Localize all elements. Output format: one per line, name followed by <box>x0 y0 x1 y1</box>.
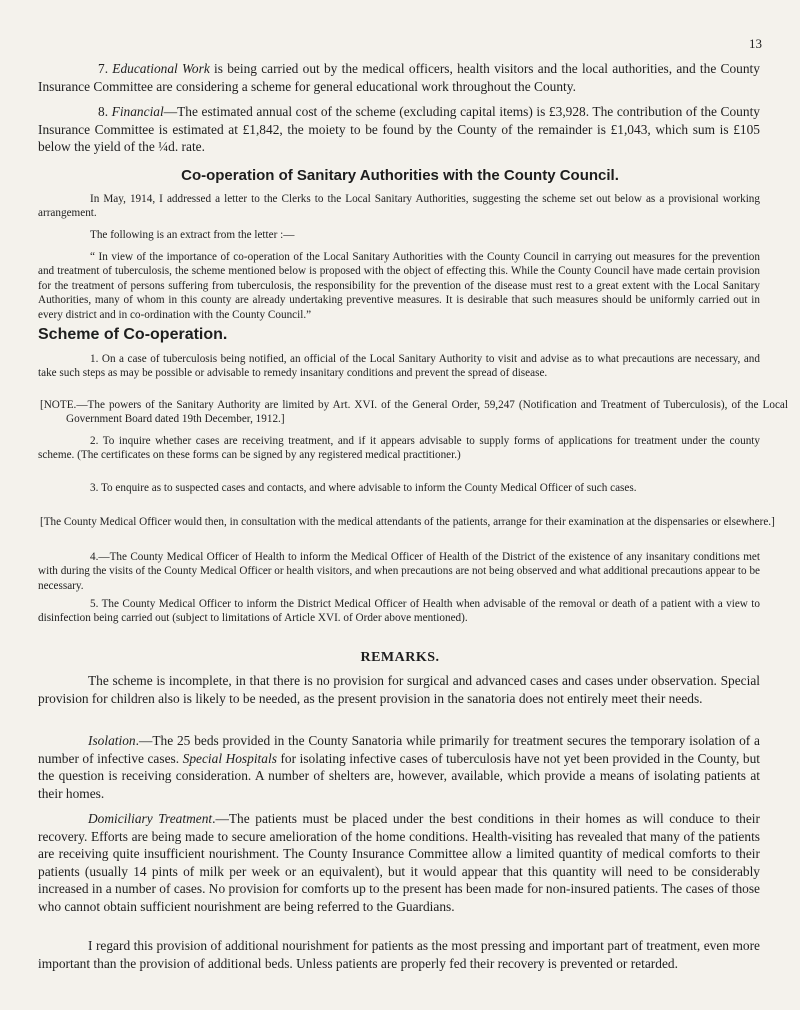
extract-intro: The following is an extract from the letter :— <box>90 229 295 241</box>
remarks-heading: REMARKS. <box>360 650 440 665</box>
paragraph-educational-work <box>38 60 760 95</box>
domiciliary-text: .—The patients must be placed under the best conditions in their homes as will conduce to their recovery. Efforts are being made to secure amelioration of the home conditions. Health-visiting has revealed that many of the patients are receiving quite insufficient nourishment. The County Insurance Committee allow a limited quantity of medical comforts to their patients (usually 14 pints of milk per week or an equivalent), but it would appear that this quantity will need to be considerably increased in a number of cases. No provision for comforts up to the present has been made for non-insured patients. The cases of those who cannot obtain sufficient nourishment are being referred to the Guardians. <box>38 811 760 914</box>
cooperation-heading: Co-operation of Sanitary Authorities with the County Council. <box>181 167 619 184</box>
scheme-item-2: 2. To inquire whether cases are receiving treatment, and if it appears advisable to supply forms of applications for treatment under the county scheme. (The certificates on these forms can be signed by any registered medical practitioner.) <box>38 435 760 462</box>
isolation-title: Isolation <box>88 733 136 748</box>
scheme-note-3: [The County Medical Officer would then, in consultation with the medical attendants of the patients, arrange for their examination at the dispensaries or elsewhere.] <box>40 516 775 528</box>
cooperation-intro: In May, 1914, I addressed a letter to the Clerks to the Local Sanitary Authorities, suggesting the scheme set out below as a provisional working arrangement. <box>38 193 760 220</box>
remarks-isolation <box>38 732 760 802</box>
scheme-item-1: 1. On a case of tuberculosis being notified, an official of the Local Sanitary Authority to visit and advise as to what precautions are necessary, and take such steps as may be possible or advisable to remedy insanitary conditions and prevent the spread of disease. <box>38 353 760 380</box>
para8-title: Financial <box>111 104 164 119</box>
para7-title: Educational Work <box>112 61 210 76</box>
para8-text: —The estimated annual cost of the scheme (excluding capital items) is £3,928. The contribution of the County Insurance Committee is estimated at £1,842, the moiety to be found by the County of the remainder is £1,043, which sum is £105 below the yield of the ¼d. rate. <box>38 104 760 155</box>
remarks-paragraph-1: The scheme is incomplete, in that there is no provision for surgical and advanced cases and cases under observation. Special provision for children also is likely to be needed, as the present provision in the sanatoria does not entirely meet their needs. <box>38 673 760 706</box>
scheme-item-3: 3. To enquire as to suspected cases and contacts, and where advisable to inform the County Medical Officer of such cases. <box>90 482 637 494</box>
remarks-paragraph-4: I regard this provision of additional nourishment for patients as the most pressing and important part of treatment, even more important than the provision of additional beds. Unless patients are properly fed their recovery is prevented or retarded. <box>38 938 760 971</box>
scheme-item-4: 4.—The County Medical Officer of Health to inform the Medical Officer of Health of the District of the existence of any insanitary conditions met with during the visits of the County Medical Officer or health visitors, and when precautions are not being observed and what additional precautions appear to be necessary. <box>38 551 760 592</box>
remarks-domiciliary <box>38 810 760 916</box>
scheme-heading: Scheme of Co-operation. <box>38 326 228 343</box>
para8-number: 8. <box>98 104 109 119</box>
domiciliary-title: Domiciliary Treatment <box>88 811 213 826</box>
isolation-text: .—The 25 beds provided in the County Sanatoria while primarily for treatment secures the temporary isolation of a number of infective cases. <box>38 733 760 766</box>
special-hospitals-title: Special Hospitals <box>182 750 277 766</box>
scheme-note-1: [NOTE.—The powers of the Sanitary Authority are limited by Art. XVI. of the General Order, 59,247 (Notification and Treatment of Tuberculosis), of the Local Government Board dated 19th December, 1912.] <box>40 399 788 426</box>
scheme-item-5: 5. The County Medical Officer to inform the District Medical Officer of Health when advisable of the removal or death of a patient with a view to disinfection being carried out (subject to limitations of Article XVI. of Order above mentioned). <box>38 598 760 625</box>
paragraph-financial <box>38 103 760 156</box>
page-number: 13 <box>749 36 762 51</box>
para7-text: is being carried out by the medical officers, health visitors and the local authorities, and the County Insurance Committee are considering a scheme for general educational work throughout the County. <box>38 61 760 94</box>
special-hospitals-text: for isolating infective cases of tuberculosis have not yet been provided in the County, but the question is receiving consideration. A number of shelters are, however, available, which provide a means of isolating patients at their homes. <box>38 750 760 801</box>
letter-quote: “ In view of the importance of co-operation of the Local Sanitary Authorities with the County Council in carrying out measures for the prevention and treatment of tuberculosis, the scheme mentioned below is proposed with the object of effecting this. While the County Council have made certain provision for the treatment of persons suffering from tuberculosis, the responsibility for the prevention of the disease must rest to a great extent with the Local Sanitary Authorities, many of whom in this county are already undertaking preventive measures. It is desirable that such measures should be uniformly carried out in every district and in co-ordination with the County Council.” <box>38 251 760 321</box>
para7-number: 7. <box>98 61 109 76</box>
